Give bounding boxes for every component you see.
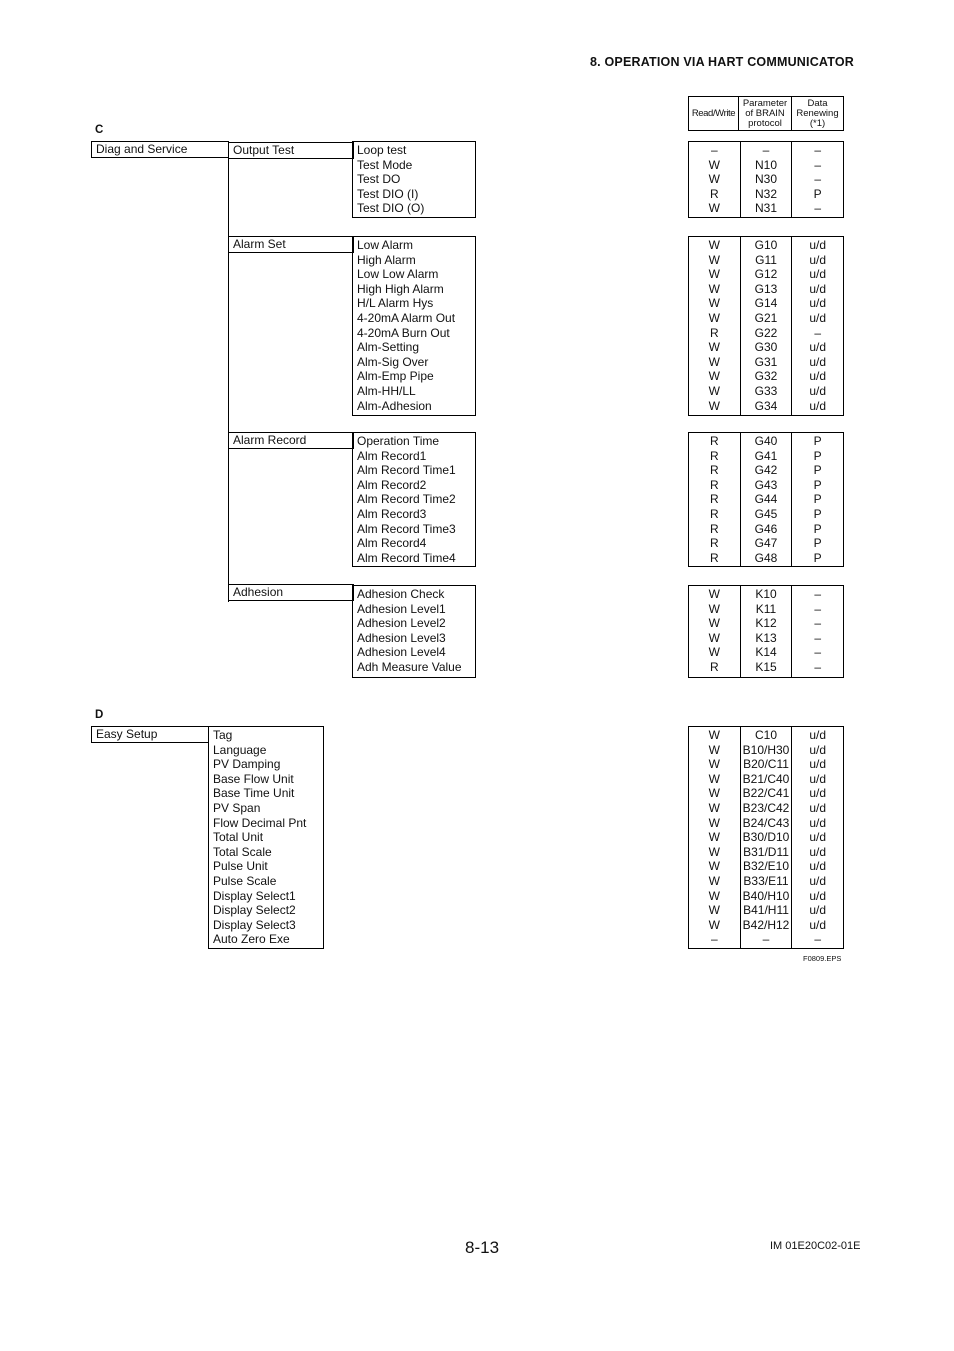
- list-item[interactable]: Base Flow Unit: [213, 771, 294, 786]
- output-test-item-list: [352, 141, 476, 218]
- document-id: IM 01E20C02-01E: [770, 1240, 861, 1252]
- list-item[interactable]: High Alarm: [357, 252, 416, 267]
- table-cell: W: [708, 757, 720, 772]
- alarm-set-param-table: [688, 236, 844, 416]
- list-item[interactable]: Total Scale: [213, 844, 272, 859]
- list-item[interactable]: Adhesion Level3: [357, 630, 446, 645]
- table-cell: P: [813, 536, 822, 551]
- list-item[interactable]: Alm Record1: [357, 448, 427, 463]
- table-cell: W: [708, 786, 720, 801]
- table-cell: u/d: [809, 771, 827, 786]
- list-item[interactable]: 4-20mA Alarm Out: [357, 310, 456, 325]
- list-item[interactable]: H/L Alarm Hys: [357, 296, 434, 311]
- table-cell: u/d: [809, 340, 827, 355]
- table-cell: P: [813, 521, 822, 536]
- header-read-write: Read/Write: [691, 107, 736, 119]
- list-item[interactable]: Alm Record Time3: [357, 521, 456, 536]
- table-cell: u/d: [809, 728, 827, 742]
- table-cell: R: [710, 325, 719, 340]
- list-item[interactable]: Adhesion Check: [357, 587, 445, 601]
- list-item[interactable]: 4-20mA Burn Out: [357, 325, 450, 340]
- table-cell: W: [708, 369, 720, 384]
- table-cell: G47: [754, 536, 778, 551]
- table-cell: B24/C43: [742, 815, 790, 830]
- table-cell: –: [814, 157, 822, 172]
- alarm-set-item-list: [352, 236, 476, 416]
- table-cell: G40: [754, 434, 778, 448]
- table-cell: B30/D10: [742, 830, 790, 845]
- table-cell: G33: [754, 383, 778, 398]
- table-cell: u/d: [809, 742, 827, 757]
- table-cell: u/d: [809, 859, 827, 874]
- table-cell: G45: [754, 506, 778, 521]
- table-cell: G34: [754, 398, 778, 413]
- easy-setup-item-list: [208, 726, 324, 949]
- table-cell: W: [708, 398, 720, 413]
- menu-root-easy-setup[interactable]: Easy Setup: [91, 726, 209, 743]
- table-cell: B40/H10: [742, 888, 790, 903]
- table-cell: –: [762, 932, 770, 947]
- list-item[interactable]: Alm Record Time4: [357, 550, 456, 565]
- table-cell: B22/C41: [742, 786, 790, 801]
- param-column: [740, 237, 792, 415]
- list-item[interactable]: Adhesion Level2: [357, 616, 446, 631]
- table-cell: R: [710, 463, 719, 478]
- list-item[interactable]: Tag: [213, 728, 233, 742]
- rw-column: [689, 237, 740, 415]
- table-cell: B32/E10: [742, 859, 790, 874]
- figure-id: F0809.EPS: [803, 954, 842, 963]
- rw-column: [689, 586, 740, 677]
- list-item[interactable]: Test DIO (I): [357, 186, 419, 201]
- table-cell: K12: [755, 616, 777, 631]
- table-cell: W: [708, 830, 720, 845]
- table-cell: N30: [755, 172, 778, 187]
- table-cell: W: [708, 888, 720, 903]
- table-cell: –: [814, 143, 822, 157]
- table-cell: –: [814, 659, 822, 674]
- table-cell: K11: [755, 601, 777, 616]
- list-item[interactable]: Display Select2: [213, 903, 296, 918]
- table-cell: G48: [754, 550, 778, 565]
- rw-column: [689, 142, 740, 217]
- table-cell: W: [708, 310, 720, 325]
- table-cell: W: [708, 844, 720, 859]
- list-item[interactable]: Display Select3: [213, 917, 296, 932]
- table-cell: P: [813, 506, 822, 521]
- table-cell: G46: [754, 521, 778, 536]
- list-item[interactable]: Alm Record Time1: [357, 463, 456, 478]
- list-item[interactable]: Alm-Emp Pipe: [357, 369, 434, 384]
- table-cell: B33/E11: [743, 873, 789, 888]
- table-cell: –: [814, 932, 822, 947]
- renew-column: [791, 586, 843, 677]
- list-item[interactable]: Alm Record3: [357, 506, 427, 521]
- table-cell: W: [708, 800, 720, 815]
- table-cell: u/d: [809, 873, 827, 888]
- table-cell: u/d: [809, 800, 827, 815]
- table-cell: W: [708, 587, 720, 601]
- table-cell: R: [710, 477, 719, 492]
- table-cell: –: [710, 932, 718, 947]
- list-item[interactable]: Alm-HH/LL: [357, 383, 416, 398]
- list-item[interactable]: Pulse Scale: [213, 873, 277, 888]
- table-cell: W: [708, 354, 720, 369]
- table-cell: u/d: [809, 830, 827, 845]
- table-cell: G11: [755, 252, 777, 267]
- list-item[interactable]: PV Span: [213, 800, 261, 815]
- table-cell: R: [710, 536, 719, 551]
- table-cell: P: [813, 477, 822, 492]
- list-item[interactable]: Alm Record4: [357, 536, 427, 551]
- table-cell: W: [708, 267, 720, 282]
- table-cell: P: [813, 550, 822, 565]
- menu-alarm-record[interactable]: Alarm Record: [228, 432, 354, 449]
- list-item[interactable]: Base Time Unit: [213, 786, 295, 801]
- table-cell: N10: [755, 157, 778, 172]
- menu-root-diag-and-service[interactable]: Diag and Service: [91, 141, 229, 158]
- table-cell: G31: [754, 354, 778, 369]
- renew-column: [791, 727, 843, 948]
- param-column: [740, 433, 792, 566]
- table-cell: G44: [754, 492, 778, 507]
- table-cell: u/d: [809, 281, 827, 296]
- table-cell: B20/C11: [743, 757, 789, 772]
- table-cell: R: [710, 521, 719, 536]
- table-cell: P: [813, 463, 822, 478]
- list-item[interactable]: Alm Record2: [357, 477, 427, 492]
- table-cell: P: [813, 186, 822, 201]
- table-cell: u/d: [809, 252, 827, 267]
- table-cell: u/d: [809, 917, 827, 932]
- list-item[interactable]: Operation Time: [357, 434, 440, 448]
- table-cell: W: [708, 296, 720, 311]
- alarm-record-item-list: [352, 432, 476, 567]
- table-cell: R: [710, 550, 719, 565]
- table-cell: R: [710, 186, 719, 201]
- table-cell: K14: [755, 645, 777, 660]
- page-number: 8-13: [465, 1238, 500, 1257]
- table-cell: W: [708, 630, 720, 645]
- table-cell: u/d: [809, 383, 827, 398]
- list-item[interactable]: Alm-Adhesion: [357, 398, 432, 413]
- table-cell: B23/C42: [742, 800, 790, 815]
- list-item[interactable]: Alm-Setting: [357, 340, 420, 355]
- list-item[interactable]: PV Damping: [213, 757, 281, 772]
- table-cell: W: [708, 157, 720, 172]
- list-item[interactable]: Test DO: [357, 172, 401, 187]
- table-cell: u/d: [809, 757, 827, 772]
- table-cell: N32: [755, 186, 778, 201]
- list-item[interactable]: Pulse Unit: [213, 859, 268, 874]
- table-cell: G22: [754, 325, 778, 340]
- rw-column: [689, 433, 740, 566]
- table-cell: W: [708, 172, 720, 187]
- table-cell: u/d: [809, 238, 827, 252]
- table-cell: B10/H30: [742, 742, 790, 757]
- output-test-param-table: [688, 141, 844, 218]
- table-cell: G42: [754, 463, 778, 478]
- param-column: [740, 142, 792, 217]
- table-cell: –: [710, 143, 718, 157]
- header-brain-param: Parameter of BRAIN protocol: [738, 97, 791, 130]
- table-cell: G43: [754, 477, 778, 492]
- table-cell: –: [814, 616, 822, 631]
- table-cell: u/d: [809, 369, 827, 384]
- renew-column: [791, 142, 843, 217]
- list-item[interactable]: Total Unit: [213, 830, 264, 845]
- list-item[interactable]: Test Mode: [357, 157, 413, 172]
- list-item[interactable]: Auto Zero Exe: [213, 932, 290, 947]
- param-column: [740, 727, 792, 948]
- table-cell: u/d: [809, 815, 827, 830]
- list-item[interactable]: Low Alarm: [357, 238, 414, 252]
- list-item[interactable]: High High Alarm: [357, 281, 444, 296]
- table-column-header: [688, 96, 844, 131]
- table-cell: G30: [754, 340, 778, 355]
- section-d-letter: D: [95, 709, 104, 721]
- table-cell: –: [814, 201, 822, 216]
- table-cell: u/d: [809, 267, 827, 282]
- table-cell: W: [708, 859, 720, 874]
- table-cell: W: [708, 252, 720, 267]
- page-header: 8. OPERATION VIA HART COMMUNICATOR: [590, 55, 854, 69]
- table-cell: –: [814, 601, 822, 616]
- table-cell: R: [710, 659, 719, 674]
- table-cell: K13: [755, 630, 777, 645]
- list-item[interactable]: Alm-Sig Over: [357, 354, 429, 369]
- table-cell: R: [710, 434, 719, 448]
- alarm-record-param-table: [688, 432, 844, 567]
- table-cell: –: [814, 587, 822, 601]
- table-cell: G10: [754, 238, 778, 252]
- table-cell: W: [708, 201, 720, 216]
- table-cell: u/d: [809, 903, 827, 918]
- table-cell: u/d: [809, 296, 827, 311]
- table-cell: P: [813, 492, 822, 507]
- table-cell: G21: [754, 310, 778, 325]
- menu-adhesion[interactable]: Adhesion: [228, 584, 354, 601]
- table-cell: –: [814, 172, 822, 187]
- table-cell: u/d: [809, 786, 827, 801]
- table-cell: B41/H11: [743, 903, 789, 918]
- list-item[interactable]: Adhesion Level4: [357, 645, 446, 660]
- table-cell: W: [708, 340, 720, 355]
- adhesion-param-table: [688, 585, 844, 678]
- table-cell: G12: [754, 267, 778, 282]
- list-item[interactable]: Flow Decimal Pnt: [213, 815, 307, 830]
- table-cell: P: [813, 448, 822, 463]
- table-cell: G13: [754, 281, 778, 296]
- renew-column: [791, 433, 843, 566]
- table-cell: u/d: [809, 310, 827, 325]
- table-cell: u/d: [809, 398, 827, 413]
- list-item[interactable]: Loop test: [357, 143, 407, 157]
- list-item[interactable]: Alm Record Time2: [357, 492, 456, 507]
- table-cell: R: [710, 506, 719, 521]
- table-cell: W: [708, 873, 720, 888]
- list-item[interactable]: Low Low Alarm: [357, 267, 439, 282]
- list-item[interactable]: Adhesion Level1: [357, 601, 446, 616]
- table-cell: W: [708, 601, 720, 616]
- table-cell: K15: [755, 659, 777, 674]
- table-cell: B21/C40: [742, 771, 790, 786]
- table-cell: u/d: [809, 844, 827, 859]
- list-item[interactable]: Test DIO (O): [357, 201, 425, 216]
- table-cell: –: [814, 645, 822, 660]
- menu-output-test[interactable]: Output Test: [228, 142, 354, 159]
- table-cell: W: [708, 281, 720, 296]
- table-cell: B42/H12: [742, 917, 790, 932]
- table-cell: W: [708, 238, 720, 252]
- param-column: [740, 586, 792, 677]
- table-cell: W: [708, 815, 720, 830]
- section-c-letter: C: [95, 124, 104, 136]
- table-cell: –: [814, 325, 822, 340]
- table-cell: C10: [755, 728, 778, 742]
- renew-column: [791, 237, 843, 415]
- rw-column: [689, 727, 740, 948]
- table-cell: W: [708, 645, 720, 660]
- table-cell: G41: [754, 448, 778, 463]
- table-cell: R: [710, 492, 719, 507]
- table-cell: G14: [754, 296, 778, 311]
- easy-setup-param-table: [688, 726, 844, 949]
- list-item[interactable]: Language: [213, 742, 267, 757]
- list-item[interactable]: Adh Measure Value: [357, 659, 462, 674]
- table-cell: G32: [754, 369, 778, 384]
- menu-alarm-set[interactable]: Alarm Set: [228, 236, 354, 253]
- table-cell: W: [708, 742, 720, 757]
- table-cell: K10: [755, 587, 777, 601]
- table-cell: W: [708, 903, 720, 918]
- table-cell: W: [708, 383, 720, 398]
- table-cell: W: [708, 616, 720, 631]
- table-cell: B31/D11: [743, 844, 789, 859]
- tree-connector: [228, 158, 229, 602]
- table-cell: W: [708, 917, 720, 932]
- table-cell: –: [814, 630, 822, 645]
- table-cell: u/d: [809, 354, 827, 369]
- header-data-renewing: Data Renewing (*1): [791, 97, 843, 130]
- table-cell: u/d: [809, 888, 827, 903]
- table-cell: P: [813, 434, 822, 448]
- adhesion-item-list: [352, 585, 476, 678]
- table-cell: –: [762, 143, 770, 157]
- list-item[interactable]: Display Select1: [213, 888, 296, 903]
- table-cell: W: [708, 728, 720, 742]
- table-cell: N31: [755, 201, 778, 216]
- table-cell: R: [710, 448, 719, 463]
- table-cell: W: [708, 771, 720, 786]
